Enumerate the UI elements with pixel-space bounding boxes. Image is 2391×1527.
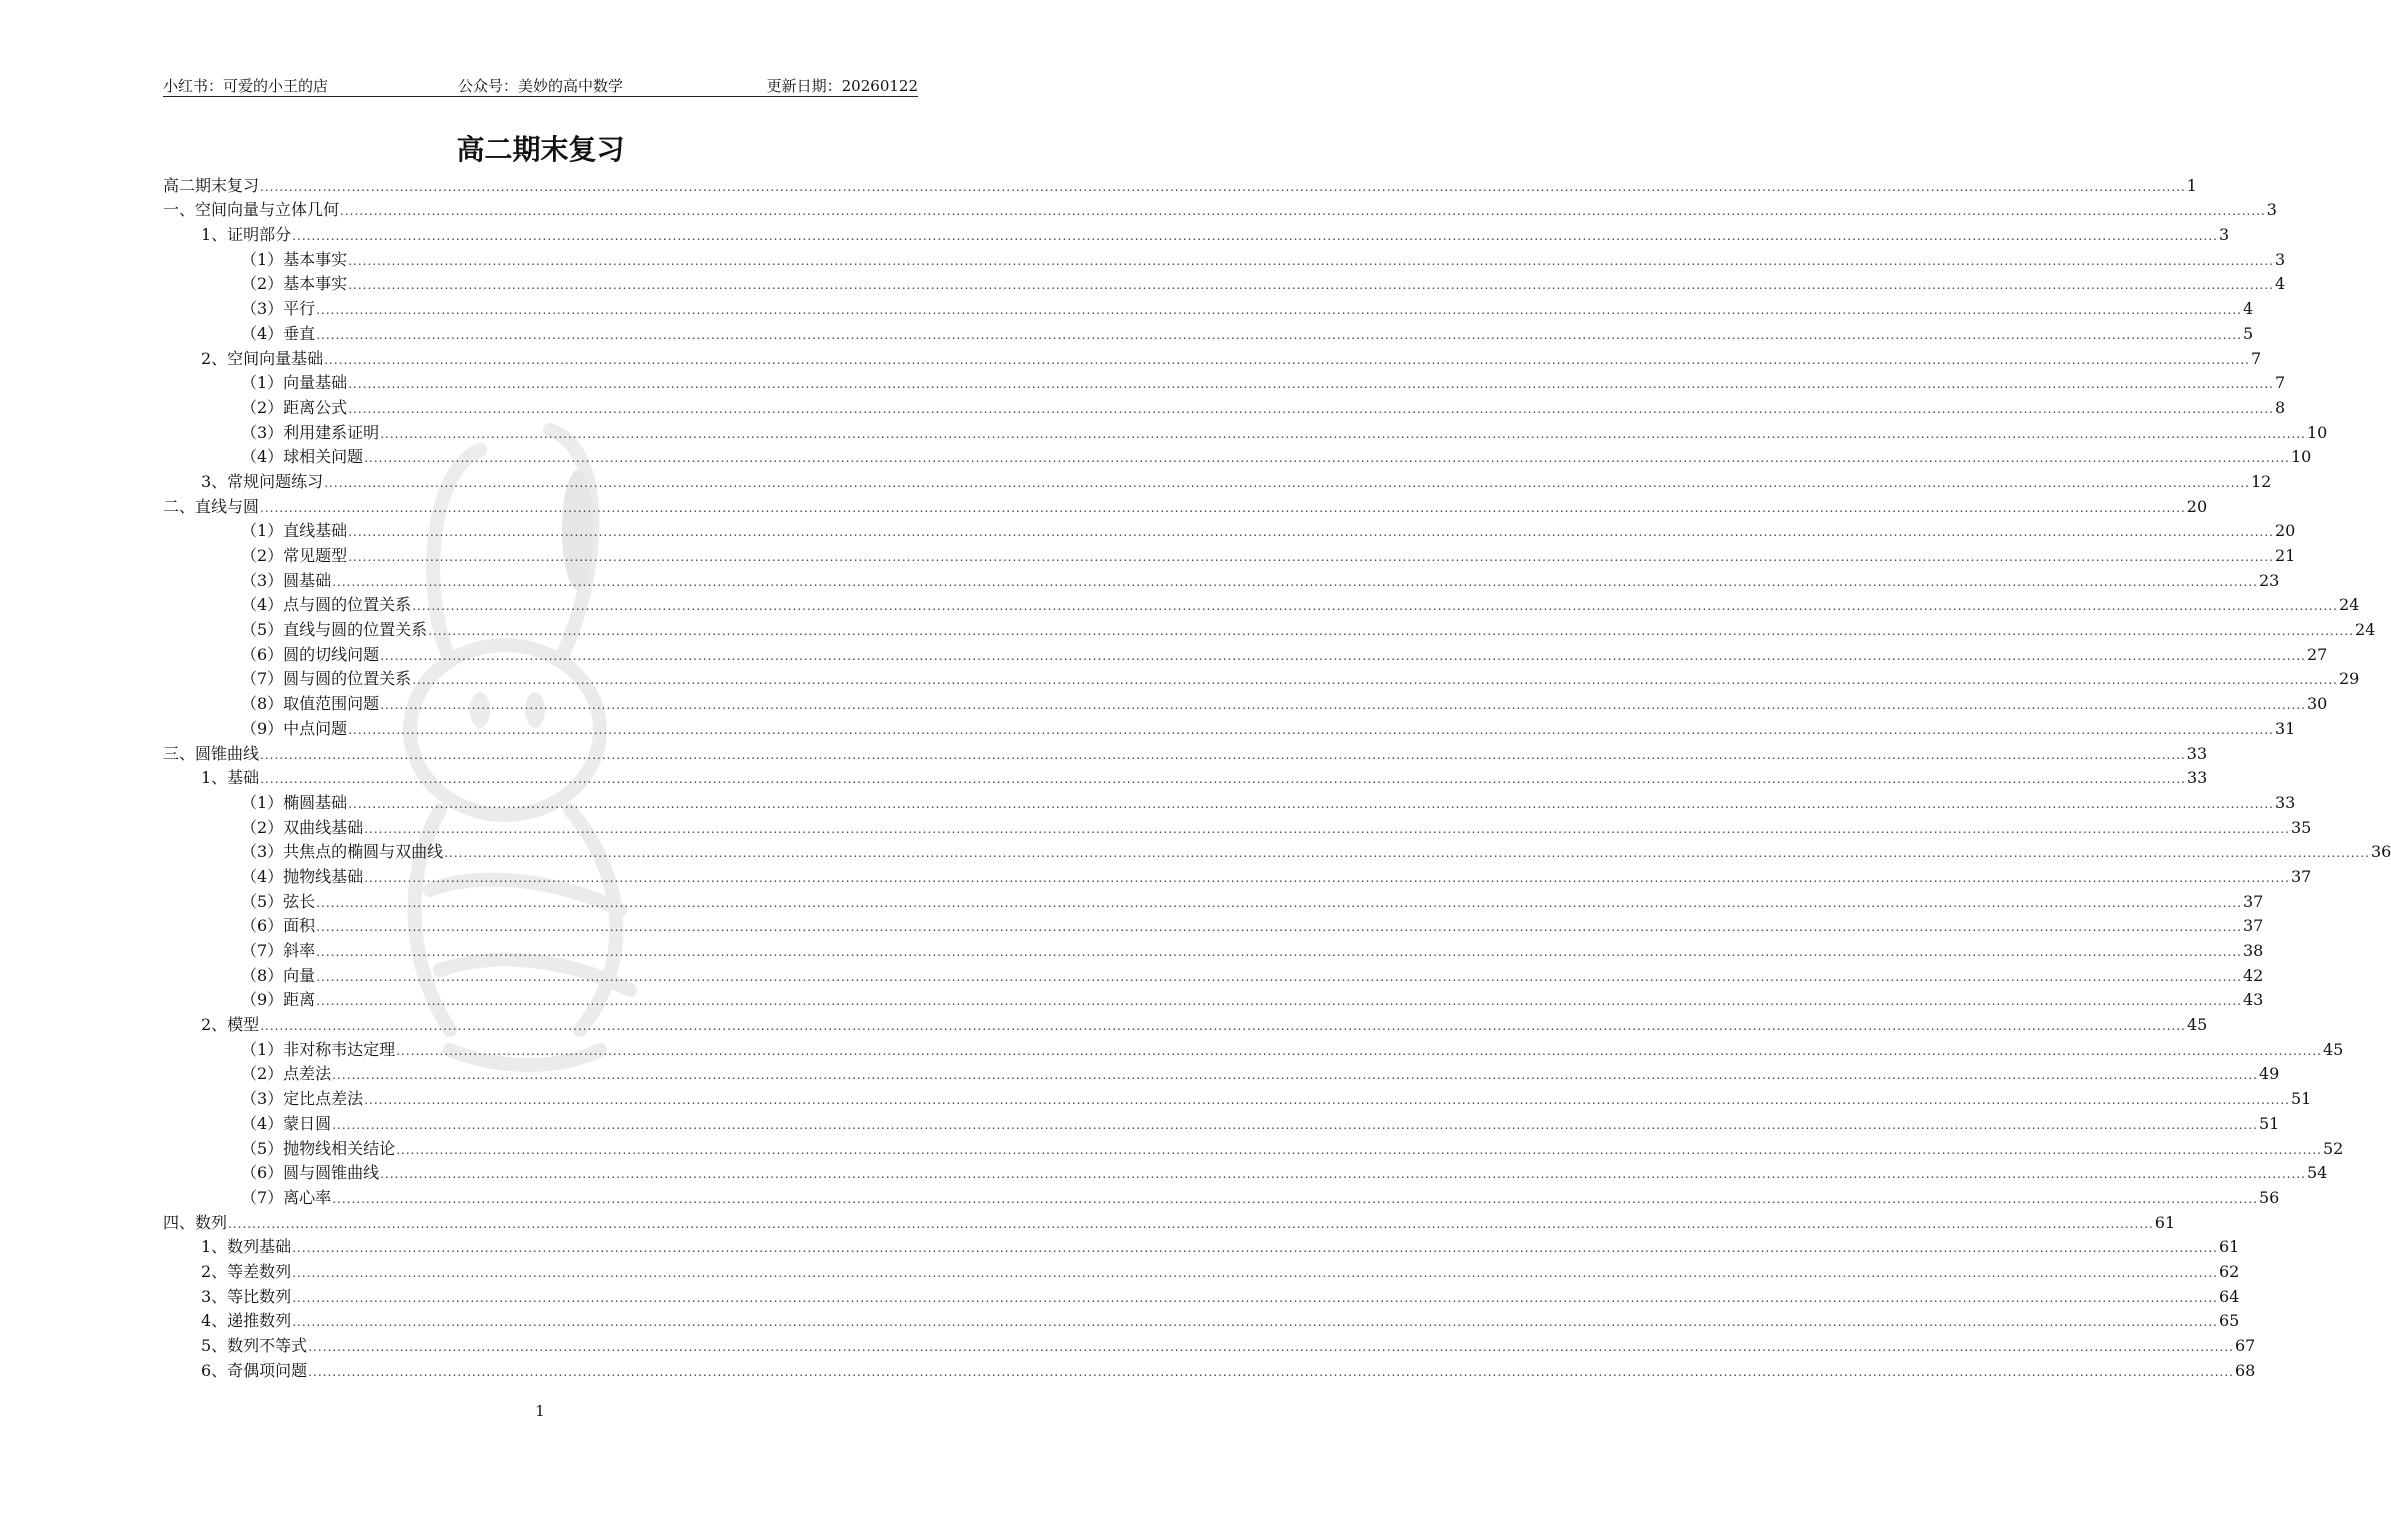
toc-entry-page: 49 (2258, 1064, 2280, 1084)
toc-entry-page: 65 (2218, 1311, 2240, 1331)
toc-entry-page: 68 (2234, 1360, 2256, 1380)
toc-dot-leader: ................................................................................................................................................................................................................................................................................................................................................................................................................ (332, 1191, 2258, 1206)
toc-entry-title: （3）定比点差法 (241, 1089, 364, 1109)
toc-entry-page: 24 (2338, 595, 2360, 615)
toc-dot-leader: ................................................................................................................................................................................................................................................................................................................................................................................................................ (396, 1142, 2322, 1157)
toc-dot-leader: ................................................................................................................................................................................................................................................................................................................................................................................................................ (316, 994, 2242, 1009)
toc-entry-page: 24 (2354, 620, 2376, 640)
toc-dot-leader: ................................................................................................................................................................................................................................................................................................................................................................................................................ (412, 673, 2338, 688)
toc-dot-leader: ................................................................................................................................................................................................................................................................................................................................................................................................................ (228, 1216, 2154, 1231)
toc-entry[interactable] (163, 293, 2254, 319)
toc-entry[interactable] (163, 244, 2286, 269)
toc-dot-leader: ................................................................................................................................................................................................................................................................................................................................................................................................................ (428, 624, 2354, 639)
toc-entry-page: 42 (2242, 965, 2264, 985)
toc-entry[interactable] (163, 219, 2230, 245)
toc-entry-title: （2）基本事实 (241, 274, 348, 294)
toc-entry-page: 33 (2274, 792, 2296, 812)
toc-entry[interactable] (163, 1256, 2240, 1281)
header-center-text: 公众号：美妙的高中数学 (457, 77, 624, 95)
toc-entry-title: （1）非对称韦达定理 (241, 1039, 396, 1059)
page-header (163, 76, 918, 97)
toc-entry[interactable] (163, 861, 2312, 886)
toc-dot-leader: ................................................................................................................................................................................................................................................................................................................................................................................................................ (348, 278, 2274, 293)
toc-entry[interactable] (163, 1133, 2344, 1158)
toc-dot-leader: ................................................................................................................................................................................................................................................................................................................................................................................................................ (444, 846, 2370, 861)
toc-entry[interactable] (163, 442, 2312, 467)
toc-entry-title: 1、证明部分 (201, 225, 292, 245)
toc-entry-page: 30 (2306, 694, 2328, 714)
toc-entry-title: 2、等差数列 (201, 1261, 292, 1281)
toc-entry[interactable] (163, 491, 2208, 516)
toc-entry-page: 20 (2274, 521, 2296, 541)
toc-entry-page: 5 (2242, 323, 2254, 343)
toc-entry[interactable] (163, 639, 2328, 664)
toc-entry-title: （2）点差法 (241, 1064, 332, 1084)
toc-dot-leader: ................................................................................................................................................................................................................................................................................................................................................................................................................ (348, 401, 2274, 416)
toc-entry-page: 31 (2274, 718, 2296, 738)
toc-dot-leader: ................................................................................................................................................................................................................................................................................................................................................................................................................ (380, 648, 2306, 663)
toc-entry[interactable] (163, 516, 2296, 541)
toc-dot-leader: ................................................................................................................................................................................................................................................................................................................................................................................................................ (412, 599, 2338, 614)
document-title: 高二期末复习 (456, 133, 625, 166)
toc-entry[interactable] (163, 1083, 2312, 1109)
toc-dot-leader: ................................................................................................................................................................................................................................................................................................................................................................................................................ (316, 895, 2242, 910)
toc-entry-page: 1 (2186, 175, 2197, 195)
toc-entry[interactable] (163, 911, 2264, 936)
toc-dot-leader: ................................................................................................................................................................................................................................................................................................................................................................................................................ (332, 1117, 2258, 1132)
toc-entry-title: （7）圆与圆的位置关系 (241, 669, 412, 689)
toc-entry-page: 64 (2218, 1286, 2240, 1306)
toc-dot-leader: ................................................................................................................................................................................................................................................................................................................................................................................................................ (348, 525, 2274, 540)
toc-entry-title: 5、数列不等式 (201, 1336, 308, 1355)
toc-entry-title: （3）利用建系证明 (241, 422, 380, 442)
toc-entry-page: 27 (2306, 644, 2328, 664)
toc-dot-leader: ................................................................................................................................................................................................................................................................................................................................................................................................................ (348, 796, 2274, 811)
toc-entry-title: （7）斜率 (241, 941, 316, 960)
toc-entry[interactable] (163, 935, 2264, 960)
toc-entry-page: 45 (2322, 1039, 2344, 1059)
toc-entry[interactable] (163, 1158, 2328, 1183)
toc-entry-title: （4）点与圆的位置关系 (241, 595, 412, 615)
toc-dot-leader: ................................................................................................................................................................................................................................................................................................................................................................................................................ (260, 179, 2186, 194)
toc-entry[interactable] (163, 417, 2328, 442)
toc-dot-leader: ................................................................................................................................................................................................................................................................................................................................................................................................................ (348, 550, 2274, 564)
toc-entry-title: （8）向量 (241, 965, 316, 985)
toc-entry-title: （2）双曲线基础 (241, 817, 364, 837)
toc-entry-page: 38 (2242, 941, 2264, 960)
toc-entry-page: 33 (2186, 768, 2208, 788)
toc-entry-title: 一、空间向量与立体几何 (163, 200, 340, 220)
header-right-text: 更新日期：20260122 (766, 77, 918, 95)
toc-entry[interactable] (163, 1232, 2240, 1257)
toc-entry[interactable] (163, 960, 2264, 985)
toc-entry[interactable] (163, 195, 2277, 220)
toc-entry-title: （5）抛物线相关结论 (241, 1138, 396, 1158)
toc-entry-page: 10 (2290, 447, 2312, 467)
toc-entry[interactable] (163, 713, 2296, 738)
toc-dot-leader: ................................................................................................................................................................................................................................................................................................................................................................................................................ (316, 969, 2242, 984)
toc-dot-leader: ................................................................................................................................................................................................................................................................................................................................................................................................................ (324, 475, 2250, 490)
toc-dot-leader: ................................................................................................................................................................................................................................................................................................................................................................................................................ (292, 1265, 2218, 1280)
toc-entry-page: 7 (2274, 373, 2286, 393)
toc-entry-page: 3 (2218, 225, 2230, 245)
header-left-text: 小红书：可爱的小王的店 (163, 77, 329, 95)
toc-entry-page: 10 (2306, 422, 2328, 442)
toc-entry-title: （9）距离 (241, 990, 316, 1010)
toc-entry[interactable] (163, 540, 2296, 565)
toc-entry[interactable] (163, 392, 2286, 417)
toc-entry-title: （8）取值范围问题 (241, 694, 380, 714)
toc-entry[interactable] (163, 368, 2286, 393)
toc-entry-title: 1、基础 (201, 768, 260, 788)
toc-entry-title: 四、数列 (163, 1212, 228, 1232)
toc-entry-title: （3）共焦点的椭圆与双曲线 (241, 842, 444, 862)
toc-entry-page: 8 (2274, 397, 2286, 417)
toc-entry-title: 3、常规问题练习 (201, 471, 324, 491)
toc-entry[interactable] (163, 1355, 2256, 1380)
toc-entry-title: 6、奇偶项问题 (201, 1360, 308, 1380)
toc-dot-leader: ................................................................................................................................................................................................................................................................................................................................................................................................................ (380, 698, 2306, 713)
toc-dot-leader: ................................................................................................................................................................................................................................................................................................................................................................................................................ (348, 253, 2274, 268)
toc-entry-page: 37 (2242, 891, 2264, 911)
toc-entry-title: 1、数列基础 (201, 1237, 292, 1257)
toc-entry-page: 3 (2274, 249, 2286, 269)
toc-entry-page: 4 (2274, 274, 2286, 294)
toc-entry[interactable] (163, 664, 2360, 689)
toc-entry-page: 45 (2186, 1015, 2208, 1035)
toc-entry[interactable] (163, 837, 2391, 862)
toc-entry-title: （6）面积 (241, 916, 316, 936)
toc-dot-leader: ................................................................................................................................................................................................................................................................................................................................................................................................................ (324, 352, 2250, 367)
toc-entry[interactable] (163, 1330, 2256, 1355)
toc-dot-leader: ................................................................................................................................................................................................................................................................................................................................................................................................................ (316, 327, 2242, 342)
toc-entry[interactable] (163, 614, 2376, 640)
toc-entry-page: 37 (2242, 916, 2264, 936)
toc-entry[interactable] (163, 318, 2254, 343)
toc-dot-leader: ................................................................................................................................................................................................................................................................................................................................................................................................................ (308, 1364, 2234, 1379)
toc-dot-leader: ................................................................................................................................................................................................................................................................................................................................................................................................................ (292, 229, 2218, 244)
toc-dot-leader: ................................................................................................................................................................................................................................................................................................................................................................................................................ (348, 722, 2274, 737)
toc-entry-title: （3）圆基础 (241, 570, 332, 590)
toc-entry-title: 4、递推数列 (201, 1311, 292, 1331)
toc-entry[interactable] (163, 688, 2328, 714)
toc-entry-page: 62 (2218, 1261, 2240, 1281)
toc-entry-title: （2）常见题型 (241, 546, 348, 565)
toc-entry-title: （5）直线与圆的位置关系 (241, 620, 428, 640)
toc-entry-title: （4）球相关问题 (241, 447, 364, 467)
toc-entry[interactable] (163, 985, 2264, 1010)
toc-entry[interactable] (163, 466, 2272, 491)
page-number: 1 (535, 1402, 545, 1420)
toc-entry[interactable] (163, 787, 2296, 812)
toc-entry[interactable] (163, 1009, 2208, 1035)
toc-entry-page: 54 (2306, 1163, 2328, 1183)
toc-entry-page: 3 (2266, 200, 2277, 220)
toc-entry[interactable] (163, 1059, 2280, 1084)
toc-dot-leader: ................................................................................................................................................................................................................................................................................................................................................................................................................ (292, 1315, 2218, 1330)
toc-entry-page: 21 (2274, 546, 2296, 565)
toc-entry[interactable] (163, 1034, 2344, 1059)
toc-dot-leader: ................................................................................................................................................................................................................................................................................................................................................................................................................ (260, 772, 2186, 787)
toc-dot-leader: ................................................................................................................................................................................................................................................................................................................................................................................................................ (316, 303, 2242, 318)
toc-entry-page: 61 (2218, 1237, 2240, 1257)
toc-entry[interactable] (163, 590, 2360, 615)
toc-entry-page: 33 (2186, 743, 2208, 763)
toc-entry-page: 23 (2258, 570, 2280, 590)
toc-dot-leader: ................................................................................................................................................................................................................................................................................................................................................................................................................ (332, 574, 2258, 589)
toc-dot-leader: ................................................................................................................................................................................................................................................................................................................................................................................................................ (260, 500, 2186, 515)
toc-entry[interactable] (163, 886, 2264, 911)
toc-dot-leader: ................................................................................................................................................................................................................................................................................................................................................................................................................ (380, 426, 2306, 441)
toc-entry[interactable] (163, 1306, 2240, 1331)
toc-entry[interactable] (163, 269, 2286, 294)
toc-entry-page: 4 (2242, 299, 2254, 319)
toc-entry-page: 43 (2242, 990, 2264, 1010)
toc-dot-leader: ................................................................................................................................................................................................................................................................................................................................................................................................................ (332, 1068, 2258, 1083)
toc-entry-page: 36 (2370, 842, 2391, 862)
toc-entry-page: 29 (2338, 669, 2360, 689)
toc-entry-title: （1）直线基础 (241, 521, 348, 541)
toc-entry-title: 2、模型 (201, 1015, 260, 1035)
toc-entry-title: （6）圆的切线问题 (241, 644, 380, 664)
toc-dot-leader: ................................................................................................................................................................................................................................................................................................................................................................................................................ (348, 377, 2274, 392)
toc-entry[interactable] (163, 170, 2197, 195)
toc-dot-leader: ................................................................................................................................................................................................................................................................................................................................................................................................................ (260, 1019, 2186, 1034)
toc-dot-leader: ................................................................................................................................................................................................................................................................................................................................................................................................................ (316, 920, 2242, 935)
toc-dot-leader: ................................................................................................................................................................................................................................................................................................................................................................................................................ (380, 1167, 2306, 1182)
toc-entry-page: 20 (2186, 496, 2208, 516)
toc-dot-leader: ................................................................................................................................................................................................................................................................................................................................................................................................................ (292, 1290, 2218, 1305)
toc-entry-title: （4）蒙日圆 (241, 1113, 332, 1133)
toc-entry[interactable] (163, 738, 2208, 763)
toc-dot-leader: ................................................................................................................................................................................................................................................................................................................................................................................................................ (364, 1093, 2290, 1108)
toc-entry-page: 37 (2290, 866, 2312, 886)
toc-entry-page: 7 (2250, 348, 2262, 368)
toc-entry-title: （6）圆与圆锥曲线 (241, 1163, 380, 1183)
toc-dot-leader: ................................................................................................................................................................................................................................................................................................................................................................................................................ (396, 1043, 2322, 1058)
toc-dot-leader: ................................................................................................................................................................................................................................................................................................................................................................................................................ (316, 945, 2242, 959)
toc-entry-title: （1）向量基础 (241, 373, 348, 393)
toc-entry-title: （7）离心率 (241, 1187, 332, 1207)
toc-entry-title: （2）距离公式 (241, 397, 348, 417)
toc-entry-title: （1）基本事实 (241, 249, 348, 269)
toc-entry-title: （9）中点问题 (241, 718, 348, 738)
toc-entry-title: 3、等比数列 (201, 1286, 292, 1306)
toc-entry-title: （1）椭圆基础 (241, 792, 348, 812)
toc-entry-title: 2、空间向量基础 (201, 348, 324, 368)
toc-entry-page: 51 (2258, 1113, 2280, 1133)
toc-entry-title: 三、圆锥曲线 (163, 743, 260, 763)
toc-entry-title: （4）抛物线基础 (241, 866, 364, 886)
toc-entry[interactable] (163, 1108, 2280, 1133)
toc-entry-page: 51 (2290, 1089, 2312, 1109)
toc-entry-page: 56 (2258, 1187, 2280, 1207)
toc-entry-page: 61 (2154, 1212, 2176, 1232)
toc-entry-title: （5）弦长 (241, 891, 316, 911)
toc-entry-page: 67 (2234, 1336, 2256, 1355)
toc-dot-leader: ................................................................................................................................................................................................................................................................................................................................................................................................................ (364, 870, 2290, 885)
toc-dot-leader: ................................................................................................................................................................................................................................................................................................................................................................................................................ (364, 821, 2290, 836)
toc-entry[interactable] (163, 812, 2312, 837)
toc-entry-title: （4）垂直 (241, 323, 316, 343)
toc-entry-page: 35 (2290, 817, 2312, 837)
toc-entry-title: 二、直线与圆 (163, 496, 260, 516)
toc-entry[interactable] (163, 763, 2208, 788)
toc-entry[interactable] (163, 1281, 2240, 1306)
toc-entry[interactable] (163, 565, 2280, 590)
toc-dot-leader: ................................................................................................................................................................................................................................................................................................................................................................................................................ (364, 451, 2290, 466)
toc-entry[interactable] (163, 1207, 2176, 1232)
toc-dot-leader: ................................................................................................................................................................................................................................................................................................................................................................................................................ (340, 204, 2266, 219)
toc-dot-leader: ................................................................................................................................................................................................................................................................................................................................................................................................................ (308, 1340, 2234, 1354)
table-of-contents (163, 170, 2391, 1380)
toc-dot-leader: ................................................................................................................................................................................................................................................................................................................................................................................................................ (292, 1241, 2218, 1256)
toc-entry-title: （3）平行 (241, 299, 316, 319)
toc-entry-page: 12 (2250, 471, 2272, 491)
toc-dot-leader: ................................................................................................................................................................................................................................................................................................................................................................................................................ (260, 747, 2186, 762)
toc-entry-page: 52 (2322, 1138, 2344, 1158)
toc-entry[interactable] (163, 1182, 2280, 1207)
toc-entry-title: 高二期末复习 (163, 175, 260, 195)
toc-entry[interactable] (163, 343, 2262, 368)
